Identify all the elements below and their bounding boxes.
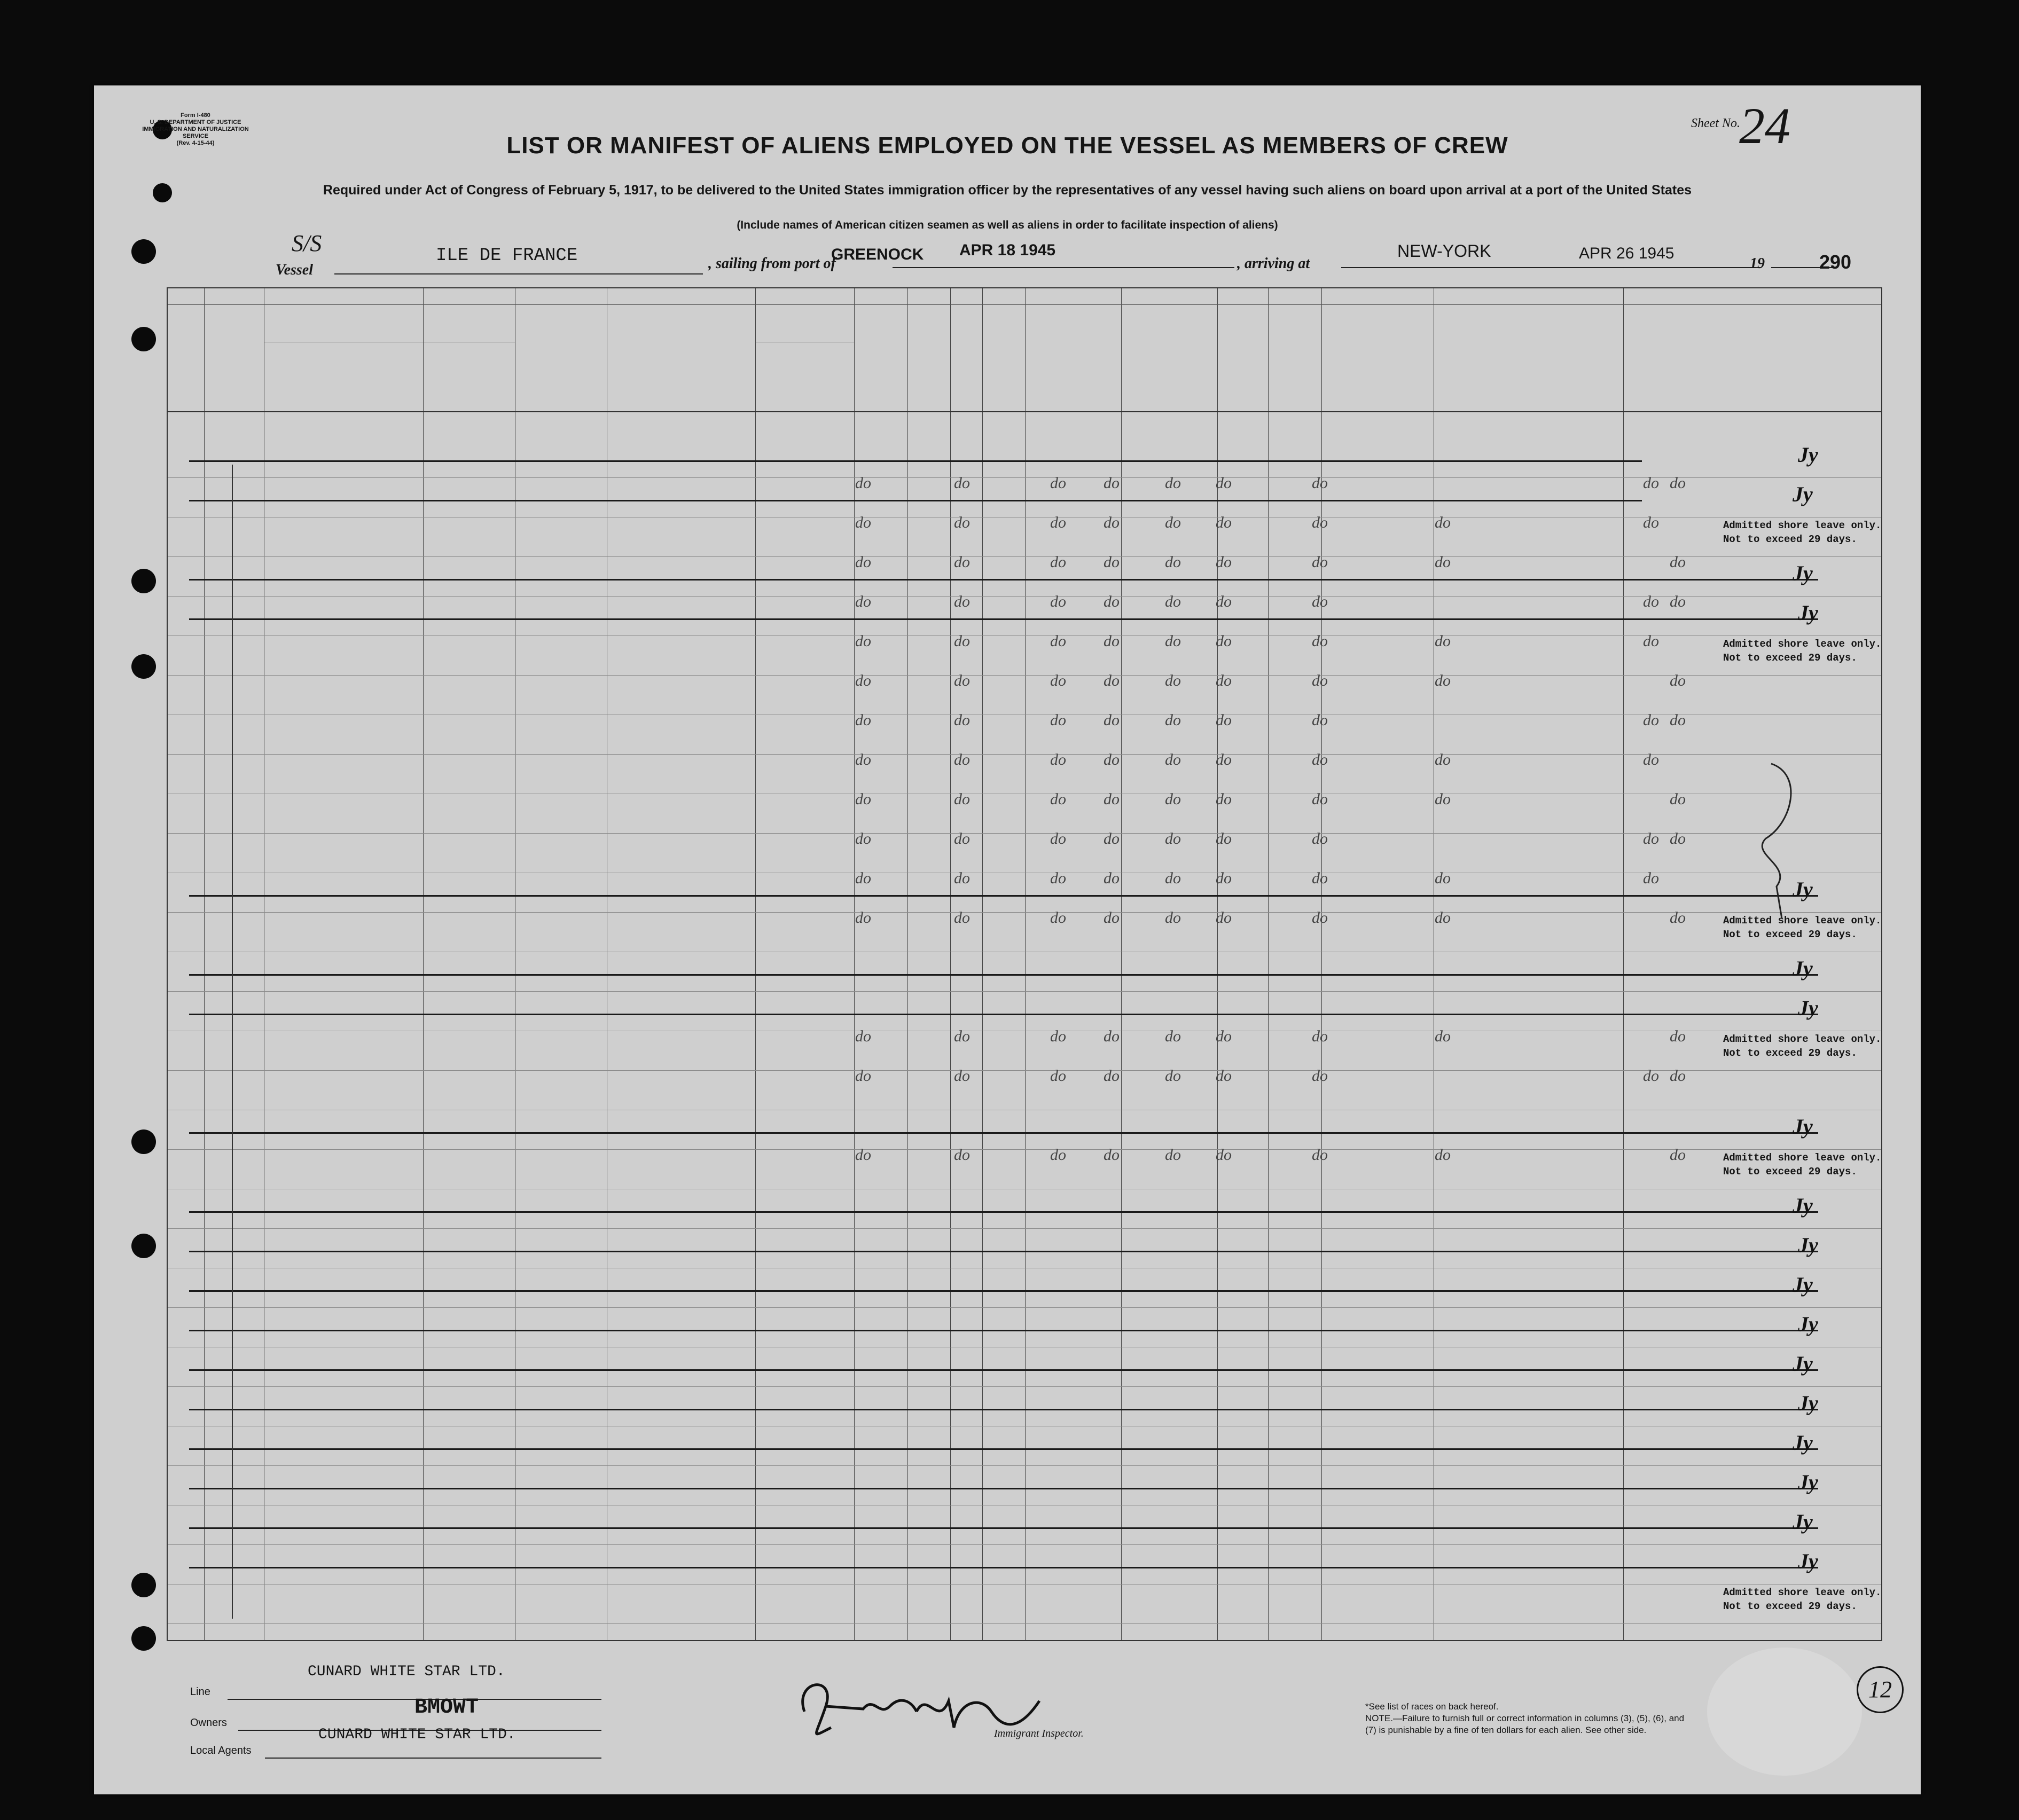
ditto-mark: do: [1050, 1146, 1066, 1164]
sheet-number: 24: [1739, 97, 1790, 154]
ditto-mark: do: [1165, 553, 1181, 571]
ditto-mark: do: [855, 514, 871, 531]
ditto-mark: do: [1670, 711, 1686, 729]
ditto-mark: do: [1643, 632, 1659, 650]
ditto-mark: do: [1643, 830, 1659, 848]
ditto-mark: do: [1104, 553, 1120, 571]
ditto-mark: do: [1165, 474, 1181, 492]
ditto-mark: do: [954, 593, 970, 610]
inspector-initials: Jy: [1793, 482, 1813, 506]
ditto-mark: do: [1435, 751, 1451, 768]
ditto-mark: do: [1216, 474, 1232, 492]
inspector-initials: Jy: [1793, 561, 1813, 585]
ditto-mark: do: [1104, 711, 1120, 729]
shore-leave-note-limit: Not to exceed 29 days.: [1723, 929, 1857, 940]
inspector-initials: Jy: [1793, 1115, 1813, 1139]
ditto-mark: do: [954, 790, 970, 808]
ditto-mark: do: [1312, 869, 1328, 887]
ditto-mark: do: [855, 1027, 871, 1045]
ditto-mark: do: [1104, 751, 1120, 768]
ditto-mark: do: [1050, 830, 1066, 848]
ditto-mark: do: [954, 830, 970, 848]
arrival-port: NEW-YORK: [1397, 241, 1491, 261]
departure-date: APR 18 1945: [959, 241, 1056, 259]
sheet-label: Sheet No.: [1691, 116, 1740, 130]
inspector-initials: Jy: [1793, 1273, 1813, 1297]
ditto-mark: do: [1050, 869, 1066, 887]
ditto-mark: do: [1312, 909, 1328, 927]
ditto-mark: do: [1216, 1027, 1232, 1045]
ditto-mark: do: [855, 553, 871, 571]
owners-label: Owners: [190, 1717, 227, 1729]
ditto-mark: do: [1104, 672, 1120, 689]
bracket-squiggle: [1762, 764, 1791, 919]
ditto-mark: do: [1165, 1146, 1181, 1164]
subtitle: Required under Act of Congress of February 5, 1917, to be delivered to the United States immigration officer by the representatives of any vessel having such aliens on board upon arrival at a port of the United States: [323, 183, 1692, 198]
ditto-mark: do: [855, 790, 871, 808]
inspector-initials: Jy: [1798, 1312, 1818, 1336]
ditto-mark: do: [1435, 632, 1451, 650]
ditto-mark: do: [1216, 514, 1232, 531]
ditto-mark: do: [1643, 751, 1659, 768]
ditto-mark: do: [1670, 593, 1686, 610]
vessel-name: ILE DE FRANCE: [436, 246, 578, 266]
ditto-mark: do: [1670, 553, 1686, 571]
shore-leave-note-limit: Not to exceed 29 days.: [1723, 1047, 1857, 1059]
year-label: 19: [1750, 255, 1765, 272]
ditto-mark: do: [1312, 672, 1328, 689]
ditto-mark: do: [855, 474, 871, 492]
ditto-mark: do: [1312, 790, 1328, 808]
owners-value: BMOWT: [414, 1696, 479, 1720]
inspector-initials: Jy: [1798, 1470, 1818, 1494]
subtitle-note: (Include names of American citizen seamen as well as aliens in order to facilitate inspection of aliens): [737, 219, 1278, 231]
ditto-mark: do: [1050, 790, 1066, 808]
ditto-mark: do: [1312, 1027, 1328, 1045]
ditto-mark: do: [954, 1067, 970, 1085]
ditto-mark: do: [1104, 909, 1120, 927]
service-name: IMMIGRATION AND NATURALIZATION SERVICE: [142, 126, 249, 139]
ditto-mark: do: [855, 909, 871, 927]
ditto-mark: do: [1670, 909, 1686, 927]
page-title: LIST OR MANIFEST OF ALIENS EMPLOYED ON THE VESSEL AS MEMBERS OF CREW: [506, 132, 1508, 159]
ditto-mark: do: [855, 593, 871, 610]
shore-leave-note: Admitted shore leave only.: [1723, 638, 1882, 650]
ditto-mark: do: [1050, 672, 1066, 689]
form-number: Form I-480: [181, 112, 210, 119]
inspector-initials: Jy: [1798, 1233, 1818, 1257]
ditto-mark: do: [954, 474, 970, 492]
ditto-mark: do: [954, 711, 970, 729]
ditto-mark: do: [1165, 790, 1181, 808]
ditto-mark: do: [1312, 830, 1328, 848]
ditto-mark: do: [1050, 909, 1066, 927]
ditto-mark: do: [1670, 1027, 1686, 1045]
ditto-mark: do: [1435, 869, 1451, 887]
ditto-mark: do: [954, 1146, 970, 1164]
ditto-mark: do: [1104, 514, 1120, 531]
ditto-mark: do: [1104, 830, 1120, 848]
ditto-mark: do: [1104, 1027, 1120, 1045]
inspector-initials: Jy: [1798, 443, 1818, 467]
ditto-mark: do: [1643, 869, 1659, 887]
ditto-mark: do: [1670, 790, 1686, 808]
inspector-initials: Jy: [1793, 1352, 1813, 1376]
ditto-mark: do: [954, 751, 970, 768]
inspector-initials: Jy: [1798, 1391, 1818, 1415]
department: U. S. DEPARTMENT OF JUSTICE: [150, 119, 241, 125]
ditto-mark: do: [1165, 869, 1181, 887]
inspector-initials: Jy: [1798, 996, 1818, 1020]
ditto-mark: do: [1312, 553, 1328, 571]
ditto-mark: do: [1050, 474, 1066, 492]
ditto-mark: do: [1165, 830, 1181, 848]
ditto-mark: do: [1312, 514, 1328, 531]
ditto-mark: do: [1312, 751, 1328, 768]
vessel-label: Vessel: [276, 262, 313, 278]
ditto-mark: do: [1050, 1027, 1066, 1045]
shore-leave-note-limit: Not to exceed 29 days.: [1723, 1166, 1857, 1178]
departure-port: GREENOCK: [831, 246, 924, 263]
ditto-mark: do: [1216, 672, 1232, 689]
circled-number: 12: [1857, 1666, 1904, 1713]
ditto-mark: do: [1216, 632, 1232, 650]
shore-leave-note: Admitted shore leave only.: [1723, 520, 1882, 531]
ditto-mark: do: [855, 869, 871, 887]
ditto-mark: do: [1050, 553, 1066, 571]
ditto-mark: do: [855, 632, 871, 650]
ditto-mark: do: [1312, 593, 1328, 610]
races-note: *See list of races on back hereof.: [1365, 1701, 1499, 1712]
manifest-number: 290: [1819, 251, 1852, 273]
ditto-mark: do: [855, 711, 871, 729]
ditto-mark: do: [954, 869, 970, 887]
ditto-mark: do: [1165, 632, 1181, 650]
revision: (Rev. 4-15-44): [176, 140, 215, 146]
arriving-label: , arriving at: [1237, 255, 1310, 272]
ditto-mark: do: [855, 672, 871, 689]
shore-leave-note: Admitted shore leave only.: [1723, 1033, 1882, 1045]
inspector-initials: Jy: [1793, 1510, 1813, 1534]
inspector-initials: Jy: [1793, 1431, 1813, 1455]
ditto-mark: do: [1216, 593, 1232, 610]
ditto-mark: do: [1050, 514, 1066, 531]
ditto-mark: do: [1643, 514, 1659, 531]
ditto-mark: do: [1165, 751, 1181, 768]
line-label: Line: [190, 1686, 210, 1698]
ditto-mark: do: [1435, 1146, 1451, 1164]
shore-leave-note-limit: Not to exceed 29 days.: [1723, 652, 1857, 664]
ditto-mark: do: [954, 632, 970, 650]
inspector-initials: Jy: [1798, 1549, 1818, 1573]
ditto-mark: do: [1104, 632, 1120, 650]
vessel-prefix: S/S: [292, 230, 322, 256]
ditto-mark: do: [855, 1146, 871, 1164]
ditto-mark: do: [1165, 909, 1181, 927]
ditto-mark: do: [1312, 1067, 1328, 1085]
ditto-mark: do: [1216, 869, 1232, 887]
ditto-mark: do: [1104, 790, 1120, 808]
inspector-label: Immigrant Inspector.: [994, 1728, 1084, 1739]
inspector-initials: Jy: [1793, 956, 1813, 980]
ditto-mark: do: [1165, 1067, 1181, 1085]
manifest-sheet: [94, 85, 1921, 1794]
ditto-mark: do: [1050, 711, 1066, 729]
ditto-mark: do: [1312, 1146, 1328, 1164]
ditto-mark: do: [1050, 751, 1066, 768]
ditto-mark: do: [1216, 711, 1232, 729]
ditto-mark: do: [954, 1027, 970, 1045]
ditto-mark: do: [1435, 553, 1451, 571]
agents-value: CUNARD WHITE STAR LTD.: [318, 1727, 516, 1743]
ditto-mark: do: [1165, 514, 1181, 531]
shore-leave-note: Admitted shore leave only.: [1723, 1152, 1882, 1164]
ditto-mark: do: [1216, 909, 1232, 927]
annotation-overlay: [94, 85, 1921, 1794]
line-value: CUNARD WHITE STAR LTD.: [308, 1664, 505, 1680]
inspector-initials: Jy: [1793, 877, 1813, 901]
ditto-mark: do: [954, 672, 970, 689]
ditto-mark: do: [954, 514, 970, 531]
ditto-mark: do: [1165, 593, 1181, 610]
ditto-mark: do: [1670, 830, 1686, 848]
ditto-mark: do: [1435, 672, 1451, 689]
ditto-mark: do: [1216, 751, 1232, 768]
ditto-mark: do: [1435, 909, 1451, 927]
ditto-mark: do: [855, 751, 871, 768]
ditto-mark: do: [1312, 632, 1328, 650]
ditto-mark: do: [1216, 553, 1232, 571]
shore-leave-note: Admitted shore leave only.: [1723, 915, 1882, 927]
ditto-mark: do: [1050, 593, 1066, 610]
sailing-label: , sailing from port of: [708, 255, 836, 272]
ditto-mark: do: [1104, 474, 1120, 492]
ditto-mark: do: [1104, 593, 1120, 610]
ditto-mark: do: [1216, 1146, 1232, 1164]
ditto-mark: do: [855, 1067, 871, 1085]
ditto-mark: do: [1216, 830, 1232, 848]
inspector-initials: Jy: [1793, 1194, 1813, 1218]
ditto-mark: do: [1670, 474, 1686, 492]
ditto-mark: do: [855, 830, 871, 848]
ditto-mark: do: [1104, 1146, 1120, 1164]
ditto-mark: do: [954, 909, 970, 927]
shore-leave-note-limit: Not to exceed 29 days.: [1723, 1601, 1857, 1612]
ditto-mark: do: [1435, 514, 1451, 531]
ditto-mark: do: [1216, 790, 1232, 808]
ditto-mark: do: [1643, 474, 1659, 492]
inspector-initials: Jy: [1798, 601, 1818, 625]
ditto-mark: do: [1165, 711, 1181, 729]
ditto-mark: do: [1670, 672, 1686, 689]
ditto-mark: do: [1165, 672, 1181, 689]
shore-leave-note: Admitted shore leave only.: [1723, 1587, 1882, 1598]
shore-leave-note-limit: Not to exceed 29 days.: [1723, 534, 1857, 545]
ditto-mark: do: [1435, 790, 1451, 808]
ditto-mark: do: [1050, 1067, 1066, 1085]
footer: [190, 1664, 671, 1770]
ditto-mark: do: [1050, 632, 1066, 650]
ditto-mark: do: [1104, 869, 1120, 887]
ditto-mark: do: [954, 553, 970, 571]
ditto-mark: do: [1312, 711, 1328, 729]
arrival-date: APR 26 1945: [1579, 245, 1674, 262]
ditto-mark: do: [1216, 1067, 1232, 1085]
ditto-mark: do: [1670, 1067, 1686, 1085]
ditto-mark: do: [1165, 1027, 1181, 1045]
ditto-mark: do: [1670, 1146, 1686, 1164]
ditto-mark: do: [1643, 1067, 1659, 1085]
ditto-mark: do: [1435, 1027, 1451, 1045]
footer-notes: [1365, 1701, 1696, 1736]
penalty-note: NOTE.—Failure to furnish full or correct information in columns (3), (5), (6), and (7) is punishable by a fine of ten dollars for each alien. See other side.: [1365, 1713, 1685, 1735]
agents-label: Local Agents: [190, 1745, 252, 1756]
ditto-mark: do: [1312, 474, 1328, 492]
embossed-seal: [1707, 1648, 1862, 1776]
ditto-mark: do: [1104, 1067, 1120, 1085]
ditto-mark: do: [1643, 711, 1659, 729]
ditto-mark: do: [1643, 593, 1659, 610]
